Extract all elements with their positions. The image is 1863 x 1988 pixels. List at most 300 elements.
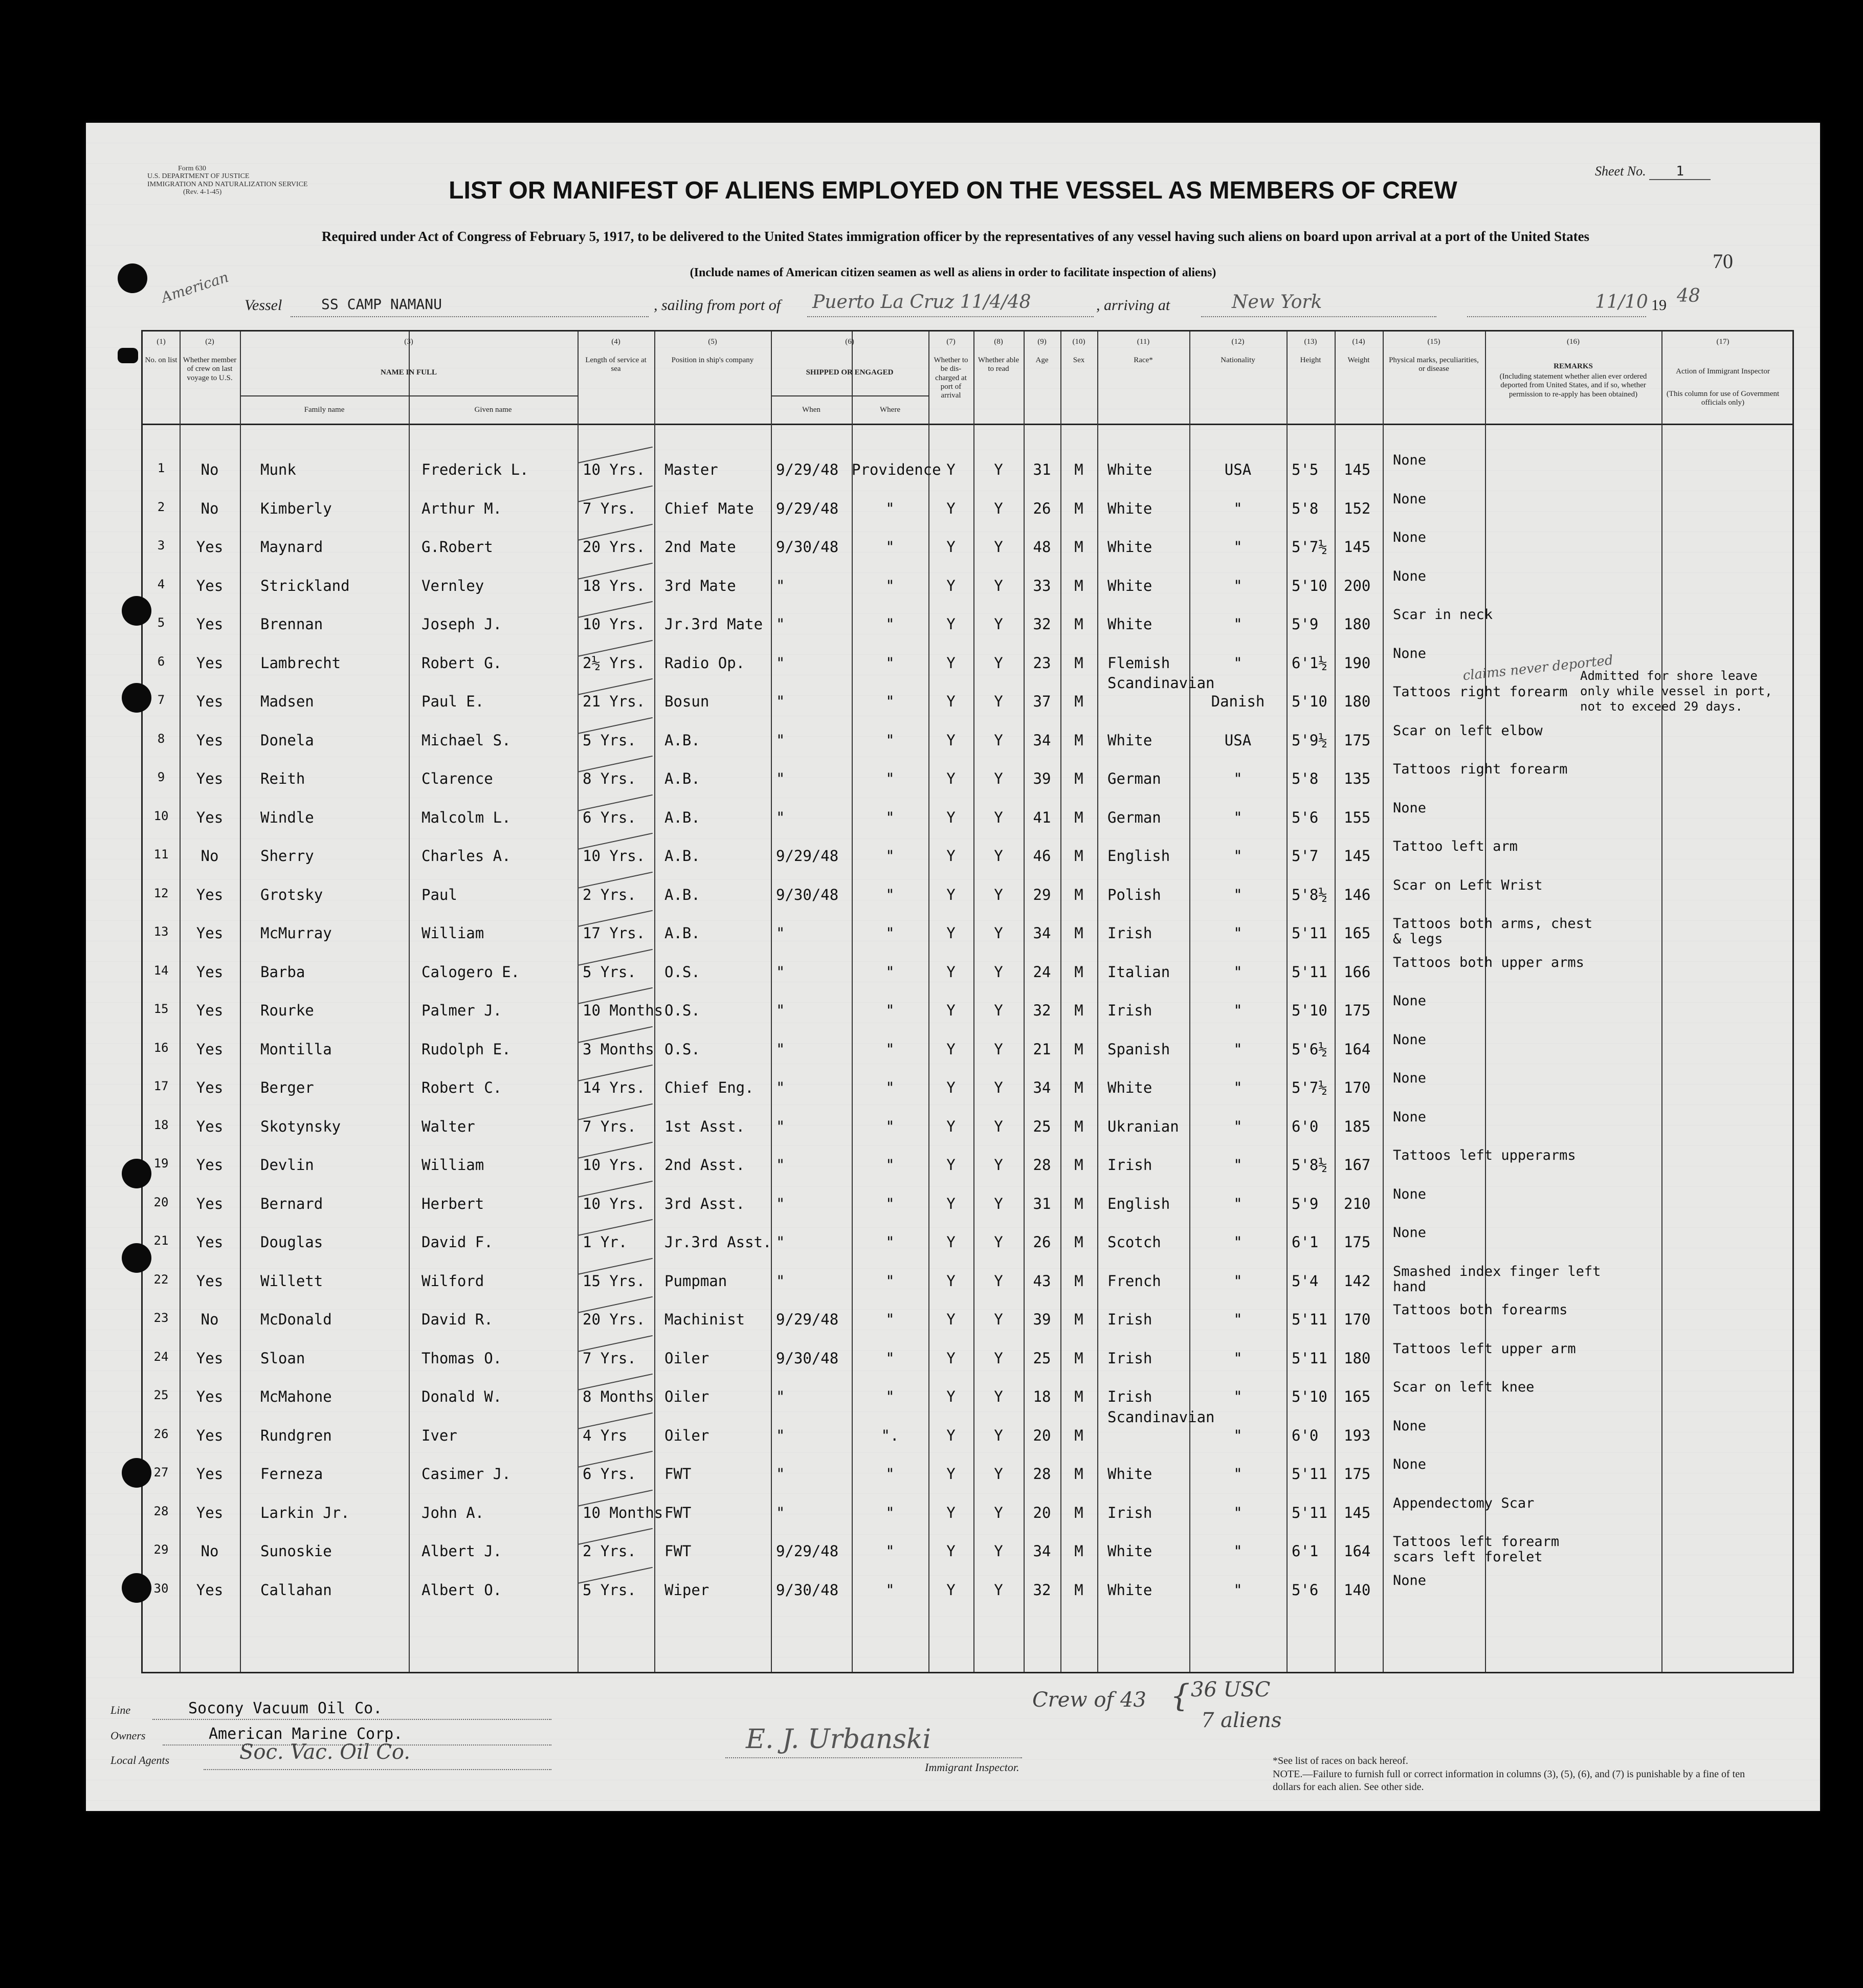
header-col15-title: Physical marks, peculiarities, or disease bbox=[1389, 356, 1479, 373]
cell-where: " bbox=[885, 1040, 895, 1058]
table-row bbox=[143, 1302, 1792, 1345]
year-prefix: 19 bbox=[1651, 297, 1667, 314]
cell-read: Y bbox=[994, 886, 1003, 903]
cell-last: No bbox=[201, 847, 219, 865]
cell-weight: 175 bbox=[1344, 1465, 1371, 1483]
cell-weight: 180 bbox=[1344, 1349, 1371, 1367]
cell-marks: None bbox=[1393, 1186, 1427, 1202]
cell-weight: 145 bbox=[1344, 847, 1371, 865]
cell-given: Malcolm L. bbox=[422, 808, 511, 826]
header-col11-number: (11) bbox=[1137, 338, 1150, 346]
cell-height: 5'7½ bbox=[1292, 538, 1327, 556]
cell-service: 10 Yrs. bbox=[583, 461, 646, 478]
cell-position: Chief Eng. bbox=[664, 1079, 754, 1096]
cell-disch: Y bbox=[946, 693, 956, 710]
cell-when: 9/30/48 bbox=[776, 1581, 839, 1599]
cell-service: 2 Yrs. bbox=[583, 1542, 636, 1560]
cell-nat: " bbox=[1233, 1117, 1243, 1135]
cell-position: 3rd Asst. bbox=[664, 1195, 745, 1212]
cell-last: Yes bbox=[196, 1079, 224, 1096]
cell-race: White bbox=[1107, 1465, 1152, 1483]
cell-race: White bbox=[1107, 577, 1152, 594]
cell-service: 3 Months bbox=[583, 1040, 654, 1058]
punch-hole bbox=[122, 683, 151, 713]
cell-weight: 175 bbox=[1344, 1233, 1371, 1251]
cell-service: 20 Yrs. bbox=[583, 1311, 646, 1328]
cell-height: 5'7½ bbox=[1292, 1079, 1327, 1096]
cell-when: 9/30/48 bbox=[776, 1349, 839, 1367]
cell-when: " bbox=[776, 1388, 785, 1405]
cell-nat: " bbox=[1233, 1388, 1243, 1405]
cell-position: Oiler bbox=[664, 1388, 709, 1405]
cell-service: 1 Yr. bbox=[583, 1233, 628, 1251]
cell-service: 10 Yrs. bbox=[583, 1195, 646, 1212]
cell-last: Yes bbox=[196, 924, 224, 942]
cell-where: " bbox=[885, 538, 895, 556]
cell-sex: M bbox=[1074, 1465, 1083, 1483]
cell-height: 5'8 bbox=[1292, 770, 1319, 787]
cell-marks: Scar on left elbow bbox=[1393, 722, 1543, 739]
cell-no: 19 bbox=[153, 1156, 169, 1170]
cell-family: Willett bbox=[260, 1272, 323, 1290]
header-col5-number: (5) bbox=[708, 338, 717, 346]
cell-age: 32 bbox=[1033, 1002, 1051, 1019]
cell-nat: " bbox=[1233, 615, 1243, 633]
vessel-label: Vessel bbox=[245, 297, 282, 314]
cell-no: 10 bbox=[153, 808, 169, 823]
cell-family: Reith bbox=[260, 770, 305, 787]
remarks-handwritten: claims never deported bbox=[1462, 652, 1614, 684]
cell-race: English bbox=[1107, 1195, 1170, 1212]
cell-marks: None bbox=[1393, 800, 1427, 816]
year-suffix: 48 bbox=[1677, 285, 1700, 306]
cell-when: " bbox=[776, 731, 785, 749]
cell-disch: Y bbox=[946, 963, 956, 981]
cell-sex: M bbox=[1074, 1117, 1083, 1135]
cell-service: 10 Months bbox=[583, 1002, 663, 1019]
cell-race: Irish bbox=[1107, 1388, 1152, 1405]
cell-last: No bbox=[201, 461, 219, 478]
cell-disch: Y bbox=[946, 886, 956, 903]
cell-nat: " bbox=[1233, 577, 1243, 594]
cell-no: 2 bbox=[157, 499, 165, 514]
table-row bbox=[143, 993, 1792, 1036]
cell-height: 5'11 bbox=[1292, 1311, 1327, 1328]
cell-nat: " bbox=[1233, 847, 1243, 865]
cell-age: 34 bbox=[1033, 924, 1051, 942]
cell-nat: " bbox=[1233, 1504, 1243, 1521]
header-col2-title: Whether member of crew on last voyage to U.S. bbox=[183, 356, 237, 382]
cell-height: 5'5 bbox=[1292, 461, 1319, 478]
cell-read: Y bbox=[994, 1581, 1003, 1599]
cell-service: 15 Yrs. bbox=[583, 1272, 646, 1290]
cell-disch: Y bbox=[946, 1465, 956, 1483]
cell-age: 34 bbox=[1033, 731, 1051, 749]
cell-age: 18 bbox=[1033, 1388, 1051, 1405]
cell-height: 6'1 bbox=[1292, 1542, 1319, 1560]
cell-position: Jr.3rd Asst. bbox=[664, 1233, 772, 1251]
cell-no: 29 bbox=[153, 1542, 169, 1557]
sailing-label: , sailing from port of bbox=[654, 297, 781, 314]
cell-family: Sherry bbox=[260, 847, 314, 865]
table-row bbox=[143, 722, 1792, 766]
cell-disch: Y bbox=[946, 1542, 956, 1560]
crew-split-aliens: 7 aliens bbox=[1201, 1709, 1282, 1732]
header-col15-number: (15) bbox=[1427, 338, 1440, 346]
cell-no: 5 bbox=[157, 615, 165, 630]
cell-given: Calogero E. bbox=[422, 963, 520, 981]
cell-disch: Y bbox=[946, 1233, 956, 1251]
cell-disch: Y bbox=[946, 1311, 956, 1328]
cell-race: Spanish bbox=[1107, 1040, 1170, 1058]
sailing-port: Puerto La Cruz 11/4/48 bbox=[812, 292, 1031, 313]
cell-weight: 164 bbox=[1344, 1542, 1371, 1560]
cell-nat: USA bbox=[1224, 731, 1252, 749]
vessel-name: SS CAMP NAMANU bbox=[321, 296, 442, 313]
cell-no: 17 bbox=[153, 1079, 169, 1093]
cell-marks: Scar on Left Wrist bbox=[1393, 877, 1543, 893]
cell-height: 5'8 bbox=[1292, 499, 1319, 517]
cell-when: " bbox=[776, 1233, 785, 1251]
header-subrule bbox=[771, 395, 928, 396]
cell-when: 9/30/48 bbox=[776, 886, 839, 903]
cell-last: Yes bbox=[196, 886, 224, 903]
cell-disch: Y bbox=[946, 808, 956, 826]
cell-weight: 145 bbox=[1344, 538, 1371, 556]
cell-no: 1 bbox=[157, 461, 165, 475]
cell-when: " bbox=[776, 1272, 785, 1290]
cell-read: Y bbox=[994, 461, 1003, 478]
cell-sex: M bbox=[1074, 847, 1083, 865]
cell-when: " bbox=[776, 1504, 785, 1521]
cell-family: Kimberly bbox=[260, 499, 332, 517]
cell-marks: Tattoos left upper arm bbox=[1393, 1340, 1576, 1357]
cell-nat: " bbox=[1233, 654, 1243, 672]
cell-last: Yes bbox=[196, 577, 224, 594]
cell-given: Albert J. bbox=[422, 1542, 502, 1560]
sheet-label: Sheet No. bbox=[1595, 164, 1646, 179]
cell-marks: Tattoos left forearm scars left forelet bbox=[1393, 1534, 1560, 1565]
cell-weight: 165 bbox=[1344, 924, 1371, 942]
cell-weight: 146 bbox=[1344, 886, 1371, 903]
header-col4-title: Length of service at sea bbox=[585, 356, 647, 373]
cell-where: " bbox=[885, 886, 895, 903]
cell-read: Y bbox=[994, 847, 1003, 865]
cell-disch: Y bbox=[946, 461, 956, 478]
header-col16-number: (16) bbox=[1567, 338, 1580, 346]
cell-height: 5'11 bbox=[1292, 963, 1327, 981]
agents-label: Local Agents bbox=[110, 1754, 170, 1766]
cell-when: 9/29/48 bbox=[776, 499, 839, 517]
cell-when: " bbox=[776, 1465, 785, 1483]
cell-last: No bbox=[201, 1311, 219, 1328]
cell-family: Skotynsky bbox=[260, 1117, 341, 1135]
cell-service: 17 Yrs. bbox=[583, 924, 646, 942]
cell-no: 3 bbox=[157, 538, 165, 553]
header-col8-title: Whether able to read bbox=[978, 356, 1019, 373]
cell-family: Berger bbox=[260, 1079, 314, 1096]
cell-age: 32 bbox=[1033, 615, 1051, 633]
cell-when: " bbox=[776, 577, 785, 594]
sheet-value: 1 bbox=[1649, 164, 1711, 180]
cell-read: Y bbox=[994, 538, 1003, 556]
cell-when: " bbox=[776, 1117, 785, 1135]
cell-no: 21 bbox=[153, 1233, 169, 1248]
cell-sex: M bbox=[1074, 1426, 1083, 1444]
cell-sex: M bbox=[1074, 1581, 1083, 1599]
cell-read: Y bbox=[994, 615, 1003, 633]
cell-read: Y bbox=[994, 1542, 1003, 1560]
cell-position: Wiper bbox=[664, 1581, 709, 1599]
cell-when: 9/29/48 bbox=[776, 461, 839, 478]
cell-last: No bbox=[201, 1542, 219, 1560]
cell-age: 25 bbox=[1033, 1349, 1051, 1367]
table-row bbox=[143, 1070, 1792, 1114]
cell-given: Walter bbox=[422, 1117, 475, 1135]
header-col3-number: (3) bbox=[404, 338, 413, 346]
line-label: Line bbox=[110, 1704, 131, 1716]
cell-disch: Y bbox=[946, 731, 956, 749]
cell-family: Strickland bbox=[260, 577, 350, 594]
cell-no: 16 bbox=[153, 1040, 169, 1055]
cell-sex: M bbox=[1074, 538, 1083, 556]
header-col1-title: No. on list bbox=[145, 356, 178, 364]
cell-position: FWT bbox=[664, 1542, 692, 1560]
cell-sex: M bbox=[1074, 963, 1083, 981]
table-row bbox=[143, 1495, 1792, 1539]
form-number: Form 630 bbox=[178, 165, 206, 172]
cell-age: 34 bbox=[1033, 1542, 1051, 1560]
header-col16-detail: (Including statement whether alien ever ordered deported from United States, and if so, whether permission to re-apply has been obtained) bbox=[1499, 372, 1647, 399]
cell-sex: M bbox=[1074, 654, 1083, 672]
table-row bbox=[143, 1340, 1792, 1384]
cell-nat: " bbox=[1233, 499, 1243, 517]
table-row bbox=[143, 1186, 1792, 1230]
cell-age: 25 bbox=[1033, 1117, 1051, 1135]
cell-no: 24 bbox=[153, 1349, 169, 1364]
cell-race: White bbox=[1107, 499, 1152, 517]
cell-when: " bbox=[776, 1156, 785, 1174]
cell-given: Frederick L. bbox=[422, 461, 529, 478]
cell-sex: M bbox=[1074, 1040, 1083, 1058]
cell-sex: M bbox=[1074, 1156, 1083, 1174]
cell-when: " bbox=[776, 924, 785, 942]
cell-service: 7 Yrs. bbox=[583, 499, 636, 517]
header-col8-number: (8) bbox=[994, 338, 1003, 346]
cell-height: 5'11 bbox=[1292, 1465, 1327, 1483]
cell-service: 10 Months bbox=[583, 1504, 663, 1521]
cell-marks: Scar on left knee bbox=[1393, 1379, 1535, 1395]
cell-family: Sloan bbox=[260, 1349, 305, 1367]
cell-when: 9/29/48 bbox=[776, 1311, 839, 1328]
cell-weight: 142 bbox=[1344, 1272, 1371, 1290]
cell-family: Donela bbox=[260, 731, 314, 749]
table-row bbox=[143, 1109, 1792, 1153]
cell-where: " bbox=[885, 499, 895, 517]
cell-nat: " bbox=[1233, 538, 1243, 556]
cell-height: 5'10 bbox=[1292, 1388, 1327, 1405]
cell-family: Montilla bbox=[260, 1040, 332, 1058]
cell-given: Robert G. bbox=[422, 654, 502, 672]
table-row bbox=[143, 761, 1792, 805]
header-col9-number: (9) bbox=[1037, 338, 1047, 346]
cell-read: Y bbox=[994, 808, 1003, 826]
cell-read: Y bbox=[994, 1195, 1003, 1212]
cell-last: Yes bbox=[196, 731, 224, 749]
cell-nat: " bbox=[1233, 1426, 1243, 1444]
cell-when: " bbox=[776, 1426, 785, 1444]
cell-no: 28 bbox=[153, 1504, 169, 1518]
cell-weight: 180 bbox=[1344, 693, 1371, 710]
cell-given: Charles A. bbox=[422, 847, 511, 865]
cell-marks: None bbox=[1393, 993, 1427, 1009]
cell-position: Oiler bbox=[664, 1426, 709, 1444]
cell-marks: None bbox=[1393, 1070, 1427, 1086]
cell-position: A.B. bbox=[664, 924, 700, 942]
punch-hole bbox=[122, 1458, 151, 1488]
cell-weight: 210 bbox=[1344, 1195, 1371, 1212]
cell-race: French bbox=[1107, 1272, 1161, 1290]
header-col6-title: SHIPPED OR ENGAGED bbox=[806, 368, 894, 377]
cell-disch: Y bbox=[946, 924, 956, 942]
cell-last: Yes bbox=[196, 1117, 224, 1135]
cell-height: 5'8½ bbox=[1292, 886, 1327, 903]
cell-disch: Y bbox=[946, 577, 956, 594]
cell-last: Yes bbox=[196, 654, 224, 672]
cell-position: 2nd Mate bbox=[664, 538, 736, 556]
footer bbox=[86, 1673, 1820, 1806]
form-revision: (Rev. 4-1-45) bbox=[183, 188, 222, 196]
header-col17-title: Action of Immigrant Inspector bbox=[1676, 367, 1770, 375]
american-note: American bbox=[159, 268, 231, 306]
cell-service: 4 Yrs bbox=[583, 1426, 628, 1444]
cell-read: Y bbox=[994, 1504, 1003, 1521]
cell-disch: Y bbox=[946, 1117, 956, 1135]
cell-sex: M bbox=[1074, 1542, 1083, 1560]
table-row bbox=[143, 452, 1792, 496]
header-family-name: Family name bbox=[304, 406, 345, 414]
cell-when: 9/30/48 bbox=[776, 538, 839, 556]
punch-hole bbox=[122, 1159, 151, 1188]
cell-last: Yes bbox=[196, 1040, 224, 1058]
punch-hole bbox=[118, 348, 138, 363]
header-col14-number: (14) bbox=[1352, 338, 1365, 346]
cell-where: " bbox=[885, 1349, 895, 1367]
cell-marks: Smashed index finger left hand bbox=[1393, 1263, 1601, 1295]
cell-family: McMurray bbox=[260, 924, 332, 942]
cell-no: 25 bbox=[153, 1388, 169, 1402]
cell-age: 24 bbox=[1033, 963, 1051, 981]
penalty-note bbox=[1273, 1768, 1759, 1794]
cell-no: 30 bbox=[153, 1581, 169, 1596]
header-col3-title: NAME IN FULL bbox=[380, 368, 437, 377]
cell-race: Irish bbox=[1107, 924, 1152, 942]
cell-sex: M bbox=[1074, 461, 1083, 478]
header-col17-number: (17) bbox=[1716, 338, 1729, 346]
cell-service: 14 Yrs. bbox=[583, 1079, 646, 1096]
cell-marks: None bbox=[1393, 1456, 1427, 1472]
cell-weight: 200 bbox=[1344, 577, 1371, 594]
cell-given: G.Robert bbox=[422, 538, 493, 556]
cell-age: 29 bbox=[1033, 886, 1051, 903]
cell-last: Yes bbox=[196, 1272, 224, 1290]
arrival-date: 11/10 bbox=[1595, 292, 1648, 313]
cell-family: McDonald bbox=[260, 1311, 332, 1328]
cell-race: Scandinavian bbox=[1107, 1408, 1215, 1426]
cell-family: Rourke bbox=[260, 1002, 314, 1019]
cell-given: Albert O. bbox=[422, 1581, 502, 1599]
cell-where: ". bbox=[881, 1426, 899, 1444]
cell-weight: 166 bbox=[1344, 963, 1371, 981]
cell-weight: 145 bbox=[1344, 1504, 1371, 1521]
cell-where: " bbox=[885, 1156, 895, 1174]
cell-sex: M bbox=[1074, 499, 1083, 517]
arriving-port: New York bbox=[1232, 292, 1322, 313]
cell-age: 28 bbox=[1033, 1156, 1051, 1174]
cell-last: Yes bbox=[196, 808, 224, 826]
cell-marks: None bbox=[1393, 529, 1427, 545]
table-row bbox=[143, 1408, 1792, 1462]
cell-weight: 175 bbox=[1344, 1002, 1371, 1019]
requirement-text: Required under Act of Congress of February 5, 1917, to be delivered to the United States immigration officer by the representatives of any vessel having such aliens on board upon arrival at a port of the United States bbox=[321, 229, 1590, 244]
header-col13-title: Height bbox=[1300, 356, 1321, 364]
cell-disch: Y bbox=[946, 654, 956, 672]
cell-where: " bbox=[885, 1542, 895, 1560]
header-col1-number: (1) bbox=[157, 338, 166, 346]
cell-sex: M bbox=[1074, 1311, 1083, 1328]
cell-when: 9/29/48 bbox=[776, 1542, 839, 1560]
cell-age: 43 bbox=[1033, 1272, 1051, 1290]
cell-disch: Y bbox=[946, 1079, 956, 1096]
cell-height: 6'0 bbox=[1292, 1426, 1319, 1444]
cell-service: 6 Yrs. bbox=[583, 1465, 636, 1483]
cell-nat: " bbox=[1233, 1079, 1243, 1096]
cell-given: Arthur M. bbox=[422, 499, 502, 517]
header-col4-number: (4) bbox=[611, 338, 620, 346]
manifest-sheet bbox=[86, 123, 1820, 1811]
cell-weight: 165 bbox=[1344, 1388, 1371, 1405]
table-row bbox=[143, 491, 1792, 535]
cell-sex: M bbox=[1074, 577, 1083, 594]
page-title: LIST OR MANIFEST OF ALIENS EMPLOYED ON THE VESSEL AS MEMBERS OF CREW bbox=[449, 177, 1457, 204]
punch-hole bbox=[122, 1573, 151, 1603]
cell-nat: " bbox=[1233, 1349, 1243, 1367]
cell-race: White bbox=[1107, 615, 1152, 633]
note-label: NOTE. bbox=[1273, 1769, 1303, 1780]
crew-note: Crew of 43 bbox=[1032, 1688, 1146, 1712]
cell-last: Yes bbox=[196, 1465, 224, 1483]
crew-table bbox=[141, 330, 1794, 1673]
cell-age: 33 bbox=[1033, 577, 1051, 594]
inspector-label: Immigrant Inspector. bbox=[925, 1761, 1019, 1774]
cell-marks: None bbox=[1393, 1031, 1427, 1048]
cell-age: 31 bbox=[1033, 1195, 1051, 1212]
cell-marks: None bbox=[1393, 645, 1427, 661]
cell-given: Paul bbox=[422, 886, 457, 903]
cell-read: Y bbox=[994, 1233, 1003, 1251]
cell-nat: " bbox=[1233, 1465, 1243, 1483]
cell-weight: 175 bbox=[1344, 731, 1371, 749]
cell-height: 5'9 bbox=[1292, 615, 1319, 633]
cell-read: Y bbox=[994, 731, 1003, 749]
cell-last: Yes bbox=[196, 1002, 224, 1019]
cell-sex: M bbox=[1074, 770, 1083, 787]
line-value: Socony Vacuum Oil Co. bbox=[188, 1699, 383, 1717]
cell-nat: " bbox=[1233, 770, 1243, 787]
cell-when: " bbox=[776, 693, 785, 710]
cell-nat: " bbox=[1233, 1272, 1243, 1290]
cell-where: " bbox=[885, 1002, 895, 1019]
